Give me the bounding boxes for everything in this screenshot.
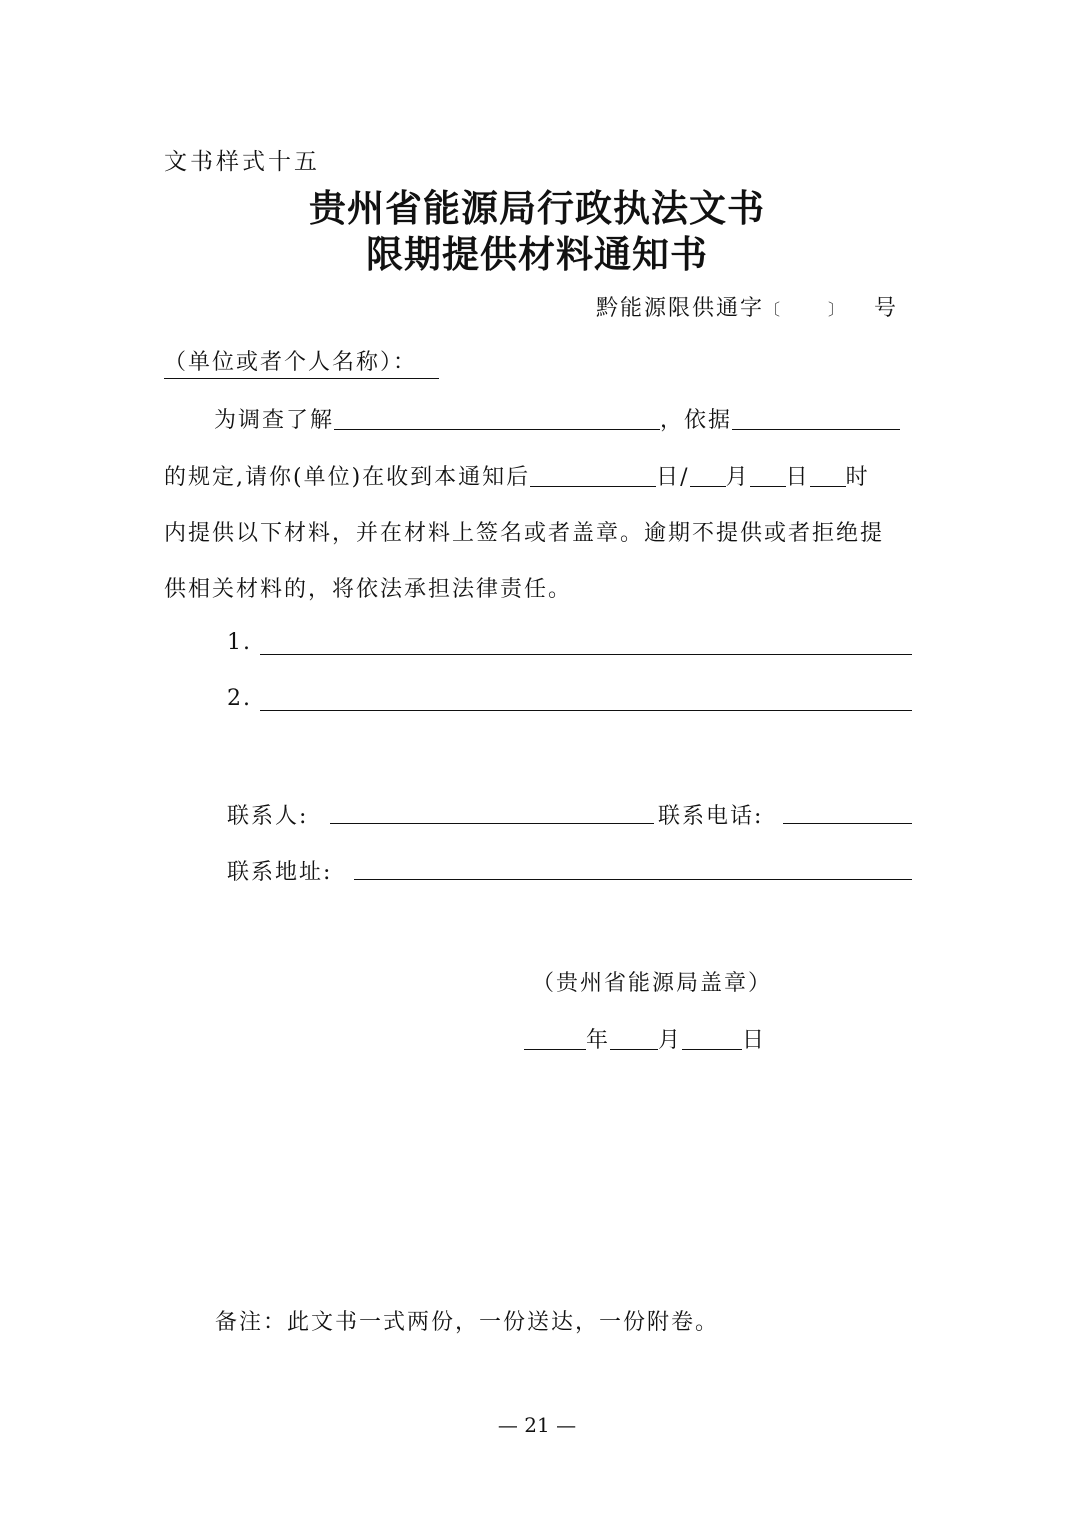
investigate-subject-blank (334, 407, 660, 430)
document-number-open-paren: 〔 (764, 300, 783, 319)
remark-note: 备注：此文书一式两份，一份送达，一份附卷。 (215, 1310, 720, 1335)
page-number: — 21 — (497, 1413, 577, 1437)
body-line-2 (164, 460, 870, 491)
year-blank (524, 1027, 586, 1050)
days-blank (530, 464, 656, 487)
contact-address-label: 联系地址: (227, 860, 333, 885)
legal-basis-blank (732, 407, 900, 430)
contact-person-label: 联系人: (227, 804, 309, 829)
material-item-1-blank (260, 654, 912, 655)
body-line-1 (214, 403, 900, 434)
date-month-label: 月 (658, 1028, 683, 1053)
date-year-label: 年 (586, 1028, 611, 1053)
date-line (524, 1023, 766, 1054)
contact-person-blank (330, 823, 654, 824)
document-title-line1: 贵州省能源局行政执法文书 (309, 186, 765, 230)
document-number-close-paren: 〕 (828, 300, 847, 319)
body-text-deadline: 的规定,请你(单位)在收到本通知后 (164, 465, 531, 490)
contact-address-blank (354, 879, 912, 880)
month-date-blank (610, 1027, 658, 1050)
document-number (596, 291, 898, 322)
day-date-blank (682, 1027, 742, 1050)
body-text-basis: ，依据 (660, 408, 733, 433)
document-number-suffix: 号 (874, 296, 899, 321)
document-type-label: 文书样式十五 (164, 149, 320, 175)
seal-placeholder: （贵州省能源局盖章） (532, 971, 773, 996)
body-line-3: 内提供以下材料，并在材料上签名或者盖章。逾期不提供或者拒绝提 (164, 521, 885, 546)
body-text-investigate: 为调查了解 (214, 408, 335, 433)
date-day-label: 日 (742, 1028, 767, 1053)
contact-phone-label: 联系电话: (658, 804, 764, 829)
body-line-4: 供相关材料的，将依法承担法律责任。 (164, 577, 573, 602)
material-item-2-blank (260, 710, 912, 711)
hour-blank (810, 464, 846, 487)
contact-phone-blank (783, 823, 912, 824)
body-text-days: 日/ (656, 465, 690, 490)
addressee-line: （单位或者个人名称）： (164, 345, 439, 379)
day-blank (750, 464, 786, 487)
document-number-prefix: 黔能源限供通字 (596, 296, 765, 321)
body-text-hour: 时 (845, 465, 870, 490)
body-text-day: 日 (785, 465, 810, 490)
material-item-1-number: 1. (227, 630, 252, 655)
month-blank (690, 464, 726, 487)
body-text-month: 月 (725, 465, 750, 490)
document-title-line2: 限期提供材料通知书 (366, 232, 708, 276)
material-item-2-number: 2. (227, 686, 252, 711)
